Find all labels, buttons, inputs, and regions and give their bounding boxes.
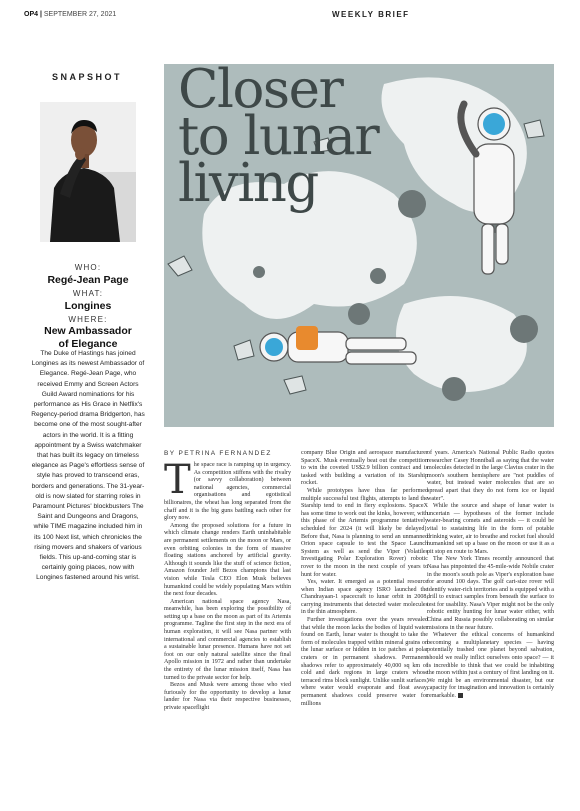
section-title: WEEKLY BRIEF: [332, 10, 410, 19]
drop-cap: T: [164, 457, 191, 503]
snapshot-paragraph: The Duke of Hastings has joined Longines as its newest Ambassador of Elegance. Regé-Jean Page, who received Emmy and Screen Actors Guild Award nominations for his performance as His Grace in Netflix's Regency-period drama Bridgerton, has become one of the most sought-after actors in the world. It is a fitting appointment by a Swiss watchmaker that has built its legacy on timeless elegance as Page's effortless sense of style has proved to transcend eras, borders and generations. The 31-year-old is now slated for starring roles in Paramount Pictures' blockbusters The Saint and Dungeons and Dragons, while TIME magazine included him in its 100 Next list, which chronicles the rising movers and shakers of various fields. This up-and-coming star is certainly going places, now with Longines fastened around his wrist.: [31, 350, 145, 582]
portrait-photo: [40, 102, 136, 242]
page-header: [24, 11, 556, 25]
who-value: Regé-Jean Page: [47, 274, 129, 286]
article-title: Closer to lunar living: [178, 59, 379, 214]
article-column-1: The space race is ramping up in urgency. As competition stiffens with the rivalry (or savvy collaboration) between national agencies, commercial organisations and egotistical billionaires, the wheat has long separated from the chaff and it is the big guns battling each other for glory now. Among the proposed solutions for a future in which climate change renders Earth uninhabitable are permanent settlements on the moon or Mars, or even orbiting colonies in the form of massive floating stations anchored by artificial gravity. Although it sounds like the stuff of science fiction, Amazon founder Jeff Bezos champions that last vision while Tesla CEO Elon Musk believes humankind could be widely populating Mars within the next four decades. American national space agency Nasa, meanwhile, has been exploring the possibility of setting up a base on the moon as part of its Artemis programme. Tagline the first step in the next era of human exploration, it will see Nasa partner with international and commercial agencies to establish a sustainable lunar presence. Humans have not set foot on our only natural satellite since the final Apollo mission in 1972 and rather than undertake the entirety of the lunar mission itself, Nasa has turned to the private sector for help. Bezos and Musk were among those who vied furiously for the opportunity to develop a lunar lander for Nasa via their respective businesses, private spaceflight: [164, 457, 291, 711]
page-number: OP4 | SEPTEMBER 27, 2021: [24, 11, 117, 18]
article-byline: BY PETRINA FERNANDEZ: [164, 450, 272, 457]
what-label: WHAT:: [72, 289, 104, 298]
article-column-2: company Blue Origin and aerospace manufacturer SpaceX. Musk eventually beat out the competition to win the coveted US$2.9 billion contract and is tasked with building a variation of its Starship rocket. While prototypes have thus far performed multiple successful test flights, attempts to land the Starship tend to end in fiery explosions. SpaceX has some time to work out the kinks, however, with this phase of the Artemis programme tentatively scheduled for 2024 (it will likely be delayed). Before that, Nasa is planning to send an unmanned Orion space capsule to test the Space Launch System as well as send the Viper (Volatiles Investigating Polar Exploration Rover) robotic rover to the moon in the next couple of years to hunt for water. Yes, water. It emerged as a potential resource when Indian space agency ISRO launched the Chandrayaan-1 spacecraft to lunar orbit in 2008, carrying instruments that detected water molecules in the thin atmosphere. Further investigations over the years revealed that while the moon lacks the bodies of liquid water found on Earth, lunar water is thought to take the form of molecules trapped within mineral grains on the lunar surface or hidden in ice patches at polar craters or in permanent shadows. Permanent shadows refer to approximately 40,000 sq km of cold and dark regions in large craters whose terraced rims block sunlight. Unlike sunlit surfaces, where water would evaporate and float away, permanent shadows could preserve water for millions: [301, 450, 428, 707]
where-value-line2: of Elegance: [58, 338, 118, 350]
snapshot-body: [30, 349, 146, 584]
article-column-3: of years. America's National Public Radio quotes researcher Casey Honniball as saying that the water molecules detected in the large Clavius crater in the moon's southern hemisphere are "not puddles of water, but instead water molecules that are so spread apart that they do not form ice or liquid water". While the source and shape of lunar water is uncertain — hypotheses of the former include water-bearing comets and asteroids — it could be vital to sustaining life in the form of potable drinking water, air to breathe and rocket fuel should humankind set up a base on the moon or use it as a pit stop en route to Mars. The New York Times recently announced that Nasa has pinpointed the 45-mile-wide Nobile crater in the moon's south pole as Viper's exploration base for around 100 days. The golf cart-size rover will identify water-rich territories and is equipped with a drill to extract samples from beneath the surface to test for usability. Nasa's Viper might not be the only robotic entity hunting for lunar water either, with China and Russia possibly collaborating on similar missions in the near future. Whatever the ethical concerns of humankind becoming a multiplanetary species — having potentially trashed one planet beyond salvation, should we really inflict ourselves onto space? — it is incredible to think that we could be inhabiting the moon within just a century of first landing on it. We might be an environmental disaster, but our capacity for imagination and innovation is certainly remarkable.: [427, 450, 554, 699]
where-label: WHERE:: [68, 315, 108, 324]
where-value-line1: New Ambassador: [44, 325, 132, 337]
issue-date: SEPTEMBER 27, 2021: [43, 11, 117, 18]
end-mark-icon: [458, 693, 463, 698]
snapshot-heading: SNAPSHOT: [52, 72, 123, 82]
who-label: WHO:: [74, 263, 102, 272]
what-value: Longines: [64, 300, 112, 312]
